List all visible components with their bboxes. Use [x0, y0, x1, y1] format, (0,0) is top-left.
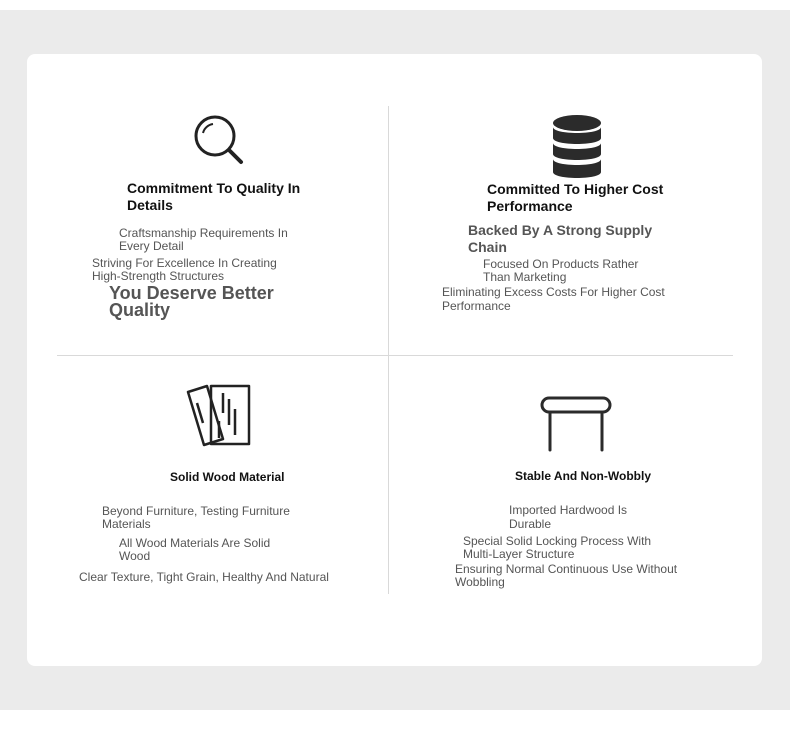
- feature-stable-point-2: Special Solid Locking Process With Multi-Layer Structure: [463, 534, 652, 562]
- feature-quality-point-3: You Deserve Better Quality: [109, 283, 274, 321]
- feature-cost-point-3: Eliminating Excess Costs For Higher Cost Performance: [442, 285, 665, 314]
- table-icon: [539, 395, 613, 453]
- feature-wood-point-3: Clear Texture, Tight Grain, Healthy And Natural: [79, 570, 329, 584]
- feature-wood-point-2: All Wood Materials Are Solid Wood: [119, 536, 271, 564]
- feature-wood-title: Solid Wood Material: [170, 470, 285, 484]
- feature-stable-point-3: Ensuring Normal Continuous Use Without Wobbling: [455, 562, 678, 590]
- vertical-divider-top: [388, 106, 389, 356]
- feature-cost-point-1: Backed By A Strong Supply Chain: [468, 222, 653, 255]
- feature-cost-title: Committed To Higher Cost Performance: [487, 181, 664, 214]
- feature-cost-point-2: Focused On Products Rather Than Marketing: [483, 257, 639, 285]
- wood-planks-icon: [185, 383, 253, 449]
- feature-stable-point-1: Imported Hardwood Is Durable: [509, 503, 628, 532]
- feature-quality-point-1: Craftsmanship Requirements In Every Detail: [119, 226, 288, 254]
- page-background: [0, 10, 790, 710]
- feature-wood-point-1: Beyond Furniture, Testing Furniture Materials: [102, 504, 290, 532]
- feature-stable-title: Stable And Non-Wobbly: [515, 469, 651, 483]
- features-card: [27, 54, 762, 666]
- vertical-divider-bottom: [388, 356, 389, 594]
- feature-quality-point-2: Striving For Excellence In Creating High-Strength Structures: [92, 256, 277, 284]
- magnifier-icon: [193, 114, 245, 166]
- horizontal-divider: [57, 355, 733, 356]
- database-icon: [550, 114, 604, 182]
- feature-quality-title: Commitment To Quality In Details: [127, 180, 301, 213]
